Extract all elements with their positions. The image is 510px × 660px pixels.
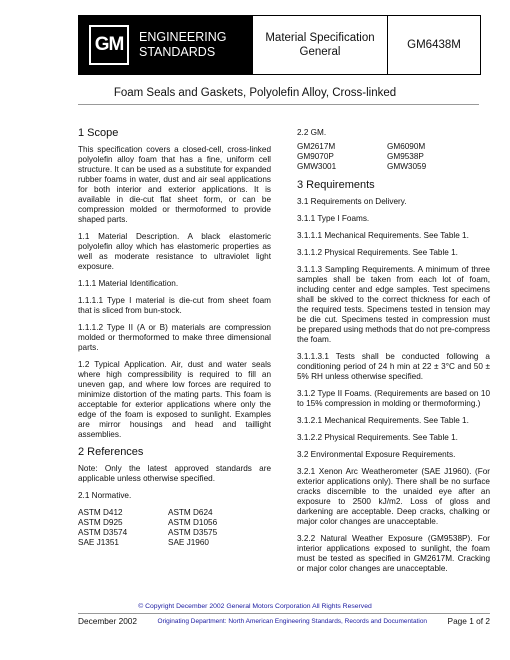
section-1-1-1-2: 1.1.1.2 Type II (A or B) materials are compression molded or thermoformed to make three dimensional parts. bbox=[78, 323, 271, 352]
list-item: GMW3001 bbox=[297, 162, 337, 171]
list-item: ASTM D1056 bbox=[168, 518, 218, 527]
section-1-2: 1.2 Typical Application. Air, dust and water seals where high compressibility is required to fill an uneven gap, and where low forces are required to minimize distortion of the mating parts. This foam is acceptable for exterior applications where only the edge of the foam is exposed to sunlight. Examples are mirror housings and head and taillight assemblies. bbox=[78, 360, 271, 439]
references-heading: 2 References bbox=[78, 446, 144, 458]
header-brand-block bbox=[79, 16, 253, 74]
section-3-1-1-3-1: 3.1.1.3.1 Tests shall be conducted following a conditioning period of 24 h min at 22 ± 3°C and 50 ± 5% RH unless otherwise specified. bbox=[297, 352, 490, 381]
gm-refs-list bbox=[297, 142, 490, 172]
doc-number: GM6438M bbox=[407, 39, 461, 51]
list-item: GM9070P bbox=[297, 152, 334, 161]
list-item: ASTM D412 bbox=[78, 508, 123, 517]
right-column bbox=[297, 128, 490, 581]
doc-type: Material Specification General bbox=[253, 16, 388, 74]
list-item: SAE J1351 bbox=[78, 538, 119, 547]
footer-divider bbox=[78, 613, 490, 614]
section-3-1-1: 3.1.1 Type I Foams. bbox=[297, 214, 370, 223]
list-item: ASTM D3574 bbox=[78, 528, 128, 537]
scope-paragraph: This specification covers a closed-cell, cross-linked polyolefin alloy foam that has a fine, uniform cell structure. It can be used as a substitute for expanded rubber foams in water, dust and air seal applications for both interior and exterior applications. It is available in die-cut flat sheet form, or can be compression molded or thermoformed to provide shaped parts. bbox=[78, 145, 271, 224]
normative-label: 2.1 Normative. bbox=[78, 491, 132, 500]
org-name: ENGINEERING STANDARDS bbox=[139, 30, 227, 59]
section-3-2: 3.2 Environmental Exposure Requirements. bbox=[297, 450, 456, 459]
footer-department: Originating Department: North American Engineering Standards, Records and Documentation bbox=[157, 617, 428, 625]
section-1-1-1-1: 1.1.1.1 Type I material is die-cut from sheet foam that is sliced from bun-stock. bbox=[78, 296, 271, 315]
gm-logo: GM bbox=[89, 25, 129, 65]
page-footer bbox=[78, 616, 490, 626]
section-3-2-2: 3.2.2 Natural Weather Exposure (GM9538P). For interior applications exposed to sunlight, the foam must be tested as specified in GM2617M. Cracking or major color changes are unacceptable. bbox=[297, 534, 490, 573]
copyright-notice: © Copyright December 2002 General Motors Corporation All Rights Reserved bbox=[138, 603, 372, 610]
section-1-1: 1.1 Material Description. A black elastomeric polyolefin alloy which has elastomeric properties as well as moderate resistance to ultraviolet light exposure. bbox=[78, 232, 271, 271]
footer-date: December 2002 bbox=[78, 616, 138, 626]
section-3-2-1: 3.2.1 Xenon Arc Weatherometer (SAE J1960). (For exterior applications only). There shall be no surface cracks discernible to the unaided eye after an exposure to 2500 kJ/m2. Loss of gloss and darkening are acceptable. Deep cracks, chalking or major color changes are unacceptable. bbox=[297, 467, 490, 526]
document-header bbox=[78, 15, 481, 75]
list-item: GM6090M bbox=[387, 142, 426, 151]
list-item: GMW3059 bbox=[387, 162, 427, 171]
section-3-1-2-1: 3.1.2.1 Mechanical Requirements. See Table 1. bbox=[297, 416, 469, 425]
requirements-heading: 3 Requirements bbox=[297, 179, 375, 191]
normative-refs-list bbox=[78, 508, 271, 548]
section-3-1-2: 3.1.2 Type II Foams. (Requirements are based on 10 to 15% compression in molding or thermoforming.) bbox=[297, 389, 490, 408]
section-1-1-1: 1.1.1 Material Identification. bbox=[78, 279, 179, 288]
section-3-1: 3.1 Requirements on Delivery. bbox=[297, 197, 407, 206]
list-item: GM9538P bbox=[387, 152, 424, 161]
list-item: SAE J1960 bbox=[168, 538, 209, 547]
list-item: GM2617M bbox=[297, 142, 336, 151]
scope-heading: 1 Scope bbox=[78, 127, 119, 139]
footer-page-number: Page 1 of 2 bbox=[447, 616, 490, 626]
list-item: ASTM D3575 bbox=[168, 528, 218, 537]
list-item: ASTM D624 bbox=[168, 508, 213, 517]
title-divider bbox=[78, 104, 479, 105]
document-title: Foam Seals and Gaskets, Polyolefin Alloy, Cross-linked bbox=[113, 87, 397, 99]
references-note: Note: Only the latest approved standards are applicable unless otherwise specified. bbox=[78, 464, 271, 483]
section-3-1-1-3: 3.1.1.3 Sampling Requirements. A minimum of three samples shall be taken from each lot of foam, including center and edge samples. Test specimens shall be skived to the correct thickness for each of the required tests. Specimens tested in tension may be die cut. Specimens tested in compression must be prepared using methods that do not pre-compress the foam. bbox=[297, 265, 490, 344]
list-item: ASTM D925 bbox=[78, 518, 123, 527]
gm-refs-label: 2.2 GM. bbox=[297, 128, 327, 137]
section-3-1-1-1: 3.1.1.1 Mechanical Requirements. See Table 1. bbox=[297, 231, 469, 240]
section-3-1-2-2: 3.1.2.2 Physical Requirements. See Table 1. bbox=[297, 433, 458, 442]
section-3-1-1-2: 3.1.1.2 Physical Requirements. See Table 1. bbox=[297, 248, 458, 257]
left-column bbox=[78, 128, 271, 556]
